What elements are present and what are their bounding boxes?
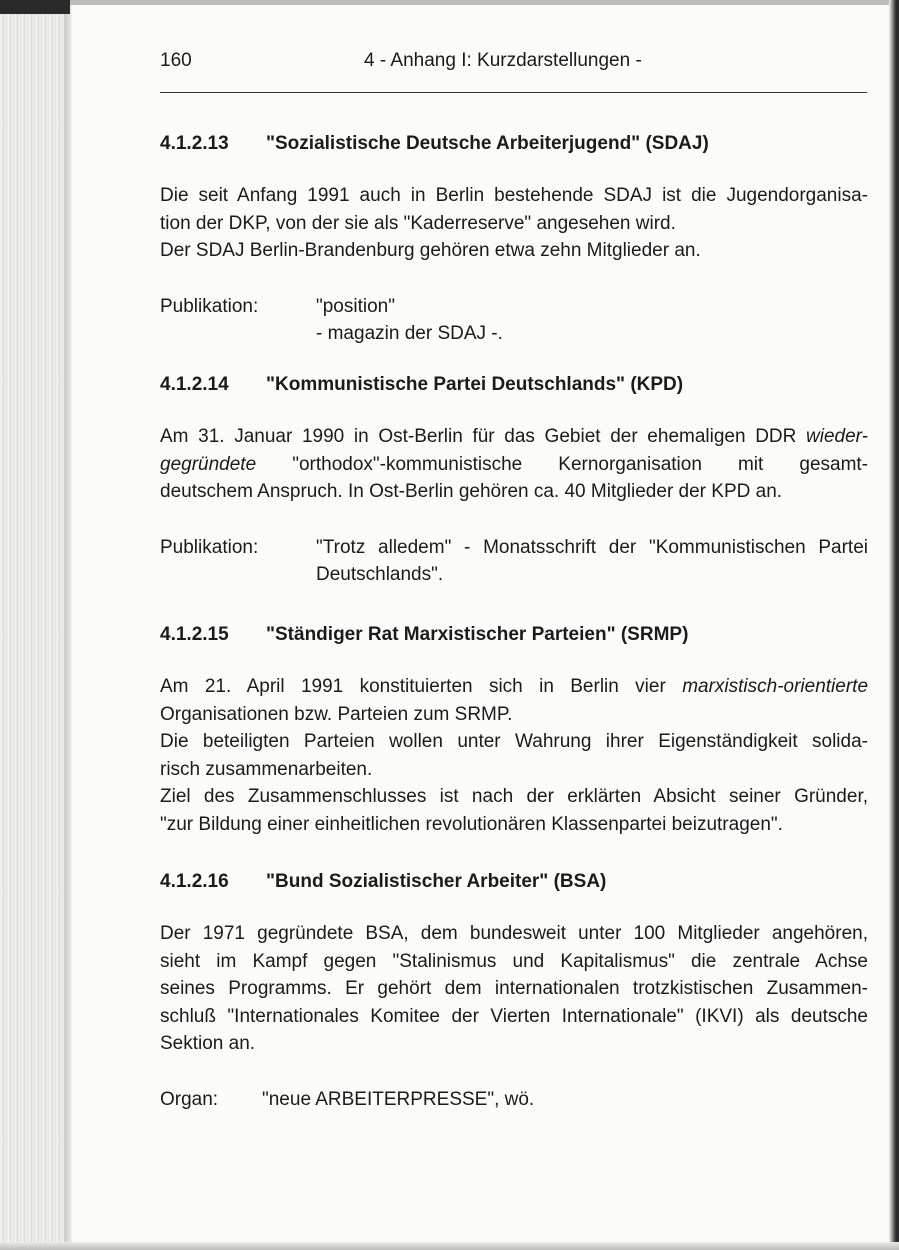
publication <box>160 293 868 348</box>
body-line: sieht im Kampf gegen "Stalinismus und Kapitalismus" die zentrale Achse <box>160 950 868 972</box>
body-text: Am 21. April 1991 konstituierten sich in Berlin vier <box>160 676 666 697</box>
section-body <box>160 423 868 506</box>
body-line: tion der DKP, von der sie als "Kaderreserve" angesehen wird. <box>160 212 676 234</box>
running-title: 4 - Anhang I: Kurzdarstellungen - <box>364 50 642 71</box>
body-line: Ziel des Zusammenschlusses ist nach der erklärten Absicht seiner Gründer, <box>160 786 868 807</box>
section-title: "Ständiger Rat Marxistischer Parteien" (SRMP) <box>266 624 689 645</box>
page-number: 160 <box>160 50 192 71</box>
body-text: Am 31. Januar 1990 in Ost-Berlin für das Gebiet der ehemaligen DDR <box>160 426 797 447</box>
page-content <box>160 50 869 1110</box>
book-page-edges <box>0 0 72 1250</box>
section-title: "Sozialistische Deutsche Arbeiterjugend" (SDAJ) <box>266 133 709 154</box>
section-heading <box>160 132 868 156</box>
scan-right-border <box>889 0 899 1250</box>
section-body <box>160 673 868 838</box>
section-body <box>160 182 868 265</box>
page-header <box>160 50 868 88</box>
body-line <box>160 451 868 479</box>
section-number: 4.1.2.15 <box>160 624 229 645</box>
section-title: "Bund Sozialistischer Arbeiter" (BSA) <box>266 871 607 892</box>
section-body <box>160 920 868 1058</box>
body-line: risch zusammenarbeiten. <box>160 758 373 780</box>
body-line: schluß "Internationales Komitee der Vierten Internationale" (IKVI) als deutsche <box>160 1005 868 1027</box>
scan-bottom-border <box>0 1242 899 1250</box>
body-line: Organisationen bzw. Parteien zum SRMP. <box>160 703 513 725</box>
publication-label: Publikation: <box>160 295 259 317</box>
publication-line: - magazin der SDAJ -. <box>316 323 503 344</box>
publication-label: Publikation: <box>160 536 259 558</box>
section-heading <box>160 870 868 894</box>
section-bsa <box>160 870 868 1113</box>
publication-line: Deutschlands". <box>316 564 444 585</box>
organ-label: Organ: <box>160 1088 219 1110</box>
publication-line: "Trotz alledem" - Monatsschrift der "Kommunistischen Partei <box>316 536 868 558</box>
body-text-italic: wieder- <box>806 426 868 447</box>
body-line: seines Programms. Er gehört dem internationalen trotzkistischen Zusammen- <box>160 978 868 999</box>
section-heading <box>160 373 868 397</box>
organ-value <box>262 1086 868 1114</box>
organ-line: "neue ARBEITERPRESSE", wö. <box>262 1088 535 1110</box>
body-line: Sektion an. <box>160 1033 256 1054</box>
body-line: Die seit Anfang 1991 auch in Berlin bestehende SDAJ ist die Jugendorganisa- <box>160 185 868 206</box>
section-number: 4.1.2.14 <box>160 374 229 395</box>
publication-value <box>316 293 868 348</box>
section-title: "Kommunistische Partei Deutschlands" (KPD) <box>266 374 684 395</box>
publication-value <box>316 534 868 589</box>
body-line: deutschem Anspruch. In Ost-Berlin gehören ca. 40 Mitglieder der KPD an. <box>160 481 783 502</box>
body-text-italic: marxistisch-orientierte <box>682 676 869 697</box>
body-text-italic: gegründete <box>160 453 257 475</box>
section-kpd <box>160 373 868 589</box>
organ <box>160 1086 868 1114</box>
body-line <box>160 423 868 451</box>
header-rule <box>160 92 867 93</box>
section-srmp <box>160 623 868 838</box>
section-heading <box>160 623 868 647</box>
section-number: 4.1.2.16 <box>160 871 229 892</box>
section-number: 4.1.2.13 <box>160 133 229 154</box>
body-line: Der SDAJ Berlin-Brandenburg gehören etwa zehn Mitglieder an. <box>160 240 701 261</box>
body-line <box>160 673 868 701</box>
scan-top-border <box>0 0 899 5</box>
body-line: Die beteiligten Parteien wollen unter Wahrung ihrer Eigenständigkeit solida- <box>160 731 868 752</box>
body-line: Der 1971 gegründete BSA, dem bundesweit unter 100 Mitglieder angehören, <box>160 923 868 944</box>
scan-corner-shadow <box>0 0 70 14</box>
publication-line: "position" <box>316 295 395 317</box>
body-line: "zur Bildung einer einheitlichen revolutionären Klassenpartei beizutragen". <box>160 813 783 835</box>
body-text: "orthodox"-kommunistische Kernorganisation mit gesamt- <box>292 453 869 475</box>
section-sdaj <box>160 132 868 348</box>
publication <box>160 534 868 589</box>
